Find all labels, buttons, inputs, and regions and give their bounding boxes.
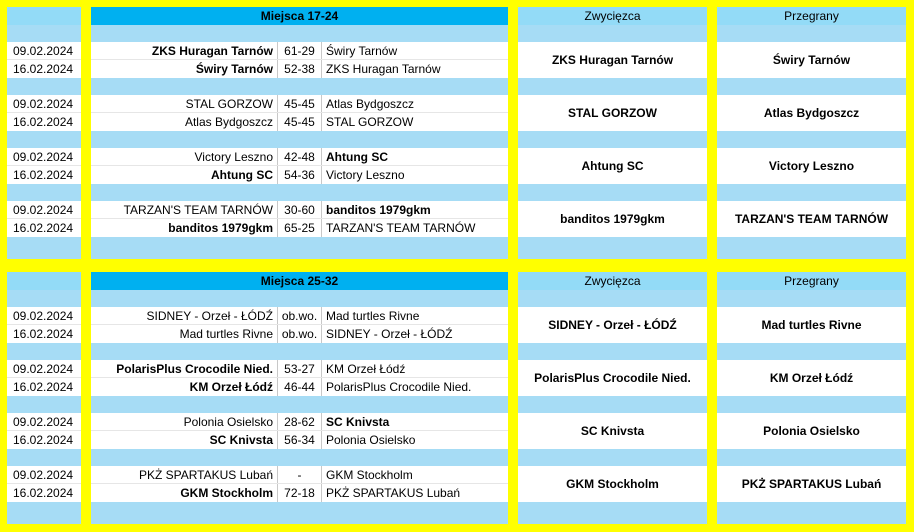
block-title: Miejsca 17-24 <box>91 7 508 25</box>
separator-strip <box>717 131 906 148</box>
home-team: banditos 1979gkm <box>91 219 278 237</box>
away-team: banditos 1979gkm <box>326 203 431 217</box>
separator-strip <box>717 343 906 360</box>
row-divider <box>7 112 81 113</box>
separator-strip <box>7 343 81 360</box>
separator-strip <box>518 290 707 307</box>
match-row <box>91 431 508 449</box>
away-team: Polonia Osielsko <box>326 433 416 447</box>
match-date: 16.02.2024 <box>7 431 81 449</box>
match-date: 09.02.2024 <box>7 42 81 60</box>
row-divider <box>91 483 508 484</box>
home-team: PKŻ SPARTAKUS Lubań <box>91 466 278 484</box>
separator-strip <box>91 290 508 307</box>
match-date: 16.02.2024 <box>7 325 81 343</box>
separator-strip <box>91 237 508 259</box>
winner-team: SC Knivsta <box>518 413 707 449</box>
away-team: GKM Stockholm <box>326 468 413 482</box>
away-team: Victory Leszno <box>326 168 405 182</box>
separator-strip <box>717 290 906 307</box>
loser-header: Przegrany <box>717 7 906 25</box>
standings-block <box>0 7 914 259</box>
separator-strip <box>518 343 707 360</box>
match-row <box>91 484 508 502</box>
match-score: ob.wo. <box>278 325 322 343</box>
row-divider <box>7 218 81 219</box>
block-title: Miejsca 25-32 <box>91 272 508 290</box>
home-team: ZKS Huragan Tarnów <box>91 42 278 60</box>
loser-team: Atlas Bydgoszcz <box>717 95 906 131</box>
match-date: 16.02.2024 <box>7 484 81 502</box>
separator-strip <box>7 502 81 524</box>
separator-strip <box>7 184 81 201</box>
separator-strip <box>7 396 81 413</box>
separator-strip <box>518 131 707 148</box>
match-row <box>91 60 508 78</box>
separator-strip <box>518 396 707 413</box>
home-team: Ahtung SC <box>91 166 278 184</box>
home-team: Victory Leszno <box>91 148 278 166</box>
home-team: Polonia Osielsko <box>91 413 278 431</box>
date-column <box>7 272 81 524</box>
match-date: 16.02.2024 <box>7 166 81 184</box>
row-divider <box>91 377 508 378</box>
separator-strip <box>518 449 707 466</box>
match-score: 53-27 <box>278 360 322 378</box>
match-row <box>91 166 508 184</box>
home-team: Świry Tarnów <box>91 60 278 78</box>
match-date: 16.02.2024 <box>7 378 81 396</box>
winner-column <box>518 272 707 524</box>
match-date: 16.02.2024 <box>7 60 81 78</box>
home-team: GKM Stockholm <box>91 484 278 502</box>
match-score: ob.wo. <box>278 307 322 325</box>
match-score: 72-18 <box>278 484 322 502</box>
match-score: 46-44 <box>278 378 322 396</box>
match-date: 09.02.2024 <box>7 360 81 378</box>
home-team: Atlas Bydgoszcz <box>91 113 278 131</box>
loser-team: PKŻ SPARTAKUS Lubań <box>717 466 906 502</box>
away-team: PKŻ SPARTAKUS Lubań <box>326 486 461 500</box>
winner-team: Ahtung SC <box>518 148 707 184</box>
match-score: 45-45 <box>278 113 322 131</box>
winner-column <box>518 7 707 259</box>
match-row <box>91 413 508 431</box>
match-date: 09.02.2024 <box>7 307 81 325</box>
match-score: 65-25 <box>278 219 322 237</box>
match-score: 61-29 <box>278 42 322 60</box>
away-team: Mad turtles Rivne <box>326 309 420 323</box>
match-date: 09.02.2024 <box>7 466 81 484</box>
matches-column <box>91 272 508 524</box>
winner-team: PolarisPlus Crocodile Nied. <box>518 360 707 396</box>
match-score: - <box>278 466 322 484</box>
loser-column <box>717 7 906 259</box>
match-row <box>91 360 508 378</box>
match-score: 30-60 <box>278 201 322 219</box>
match-row <box>91 378 508 396</box>
separator-strip <box>717 237 906 259</box>
loser-team: TARZAN'S TEAM TARNÓW <box>717 201 906 237</box>
home-team: SIDNEY - Orzeł - ŁÓDŹ <box>91 307 278 325</box>
standings-block <box>0 272 914 524</box>
match-row <box>91 219 508 237</box>
separator-strip <box>91 343 508 360</box>
separator-strip <box>91 25 508 42</box>
match-score: 52-38 <box>278 60 322 78</box>
separator-strip <box>7 290 81 307</box>
match-row <box>91 95 508 113</box>
row-divider <box>7 430 81 431</box>
winner-team: GKM Stockholm <box>518 466 707 502</box>
separator-strip <box>7 237 81 259</box>
loser-team: Polonia Osielsko <box>717 413 906 449</box>
separator-strip <box>91 131 508 148</box>
date-header-cell <box>7 272 81 290</box>
separator-strip <box>717 78 906 95</box>
match-row <box>91 201 508 219</box>
row-divider <box>91 165 508 166</box>
match-score: 28-62 <box>278 413 322 431</box>
away-team: Atlas Bydgoszcz <box>326 97 415 111</box>
separator-strip <box>518 78 707 95</box>
separator-strip <box>7 131 81 148</box>
loser-column <box>717 272 906 524</box>
separator-strip <box>91 502 508 524</box>
match-date: 16.02.2024 <box>7 113 81 131</box>
separator-strip <box>717 396 906 413</box>
winner-team: SIDNEY - Orzeł - ŁÓDŹ <box>518 307 707 343</box>
match-date: 09.02.2024 <box>7 201 81 219</box>
loser-team: Mad turtles Rivne <box>717 307 906 343</box>
date-header-cell <box>7 7 81 25</box>
separator-strip <box>518 237 707 259</box>
separator-strip <box>518 184 707 201</box>
winner-header: Zwycięzca <box>518 7 707 25</box>
match-date: 09.02.2024 <box>7 148 81 166</box>
away-team: TARZAN'S TEAM TARNÓW <box>326 221 476 235</box>
separator-strip <box>717 502 906 524</box>
match-row <box>91 307 508 325</box>
row-divider <box>91 59 508 60</box>
home-team: TARZAN'S TEAM TARNÓW <box>91 201 278 219</box>
match-row <box>91 325 508 343</box>
match-score: 54-36 <box>278 166 322 184</box>
row-divider <box>7 483 81 484</box>
away-team: SC Knivsta <box>326 415 390 429</box>
match-date: 09.02.2024 <box>7 413 81 431</box>
separator-strip <box>717 25 906 42</box>
row-divider <box>91 430 508 431</box>
row-divider <box>7 324 81 325</box>
loser-team: Świry Tarnów <box>717 42 906 78</box>
home-team: SC Knivsta <box>91 431 278 449</box>
home-team: KM Orzeł Łódź <box>91 378 278 396</box>
away-team: Ahtung SC <box>326 150 388 164</box>
row-divider <box>7 59 81 60</box>
row-divider <box>91 112 508 113</box>
row-divider <box>7 377 81 378</box>
home-team: PolarisPlus Crocodile Nied. <box>91 360 278 378</box>
home-team: STAL GORZOW <box>91 95 278 113</box>
separator-strip <box>717 449 906 466</box>
separator-strip <box>518 502 707 524</box>
away-team: SIDNEY - Orzeł - ŁÓDŹ <box>326 327 453 341</box>
row-divider <box>91 324 508 325</box>
away-team: Świry Tarnów <box>326 44 398 58</box>
loser-team: KM Orzeł Łódź <box>717 360 906 396</box>
match-score: 42-48 <box>278 148 322 166</box>
match-row <box>91 42 508 60</box>
away-team: KM Orzeł Łódź <box>326 362 406 376</box>
away-team: PolarisPlus Crocodile Nied. <box>326 380 472 394</box>
winner-team: STAL GORZOW <box>518 95 707 131</box>
separator-strip <box>7 78 81 95</box>
row-divider <box>91 218 508 219</box>
away-team: STAL GORZOW <box>326 115 414 129</box>
match-row <box>91 466 508 484</box>
winner-team: banditos 1979gkm <box>518 201 707 237</box>
match-row <box>91 148 508 166</box>
separator-strip <box>7 25 81 42</box>
match-date: 09.02.2024 <box>7 95 81 113</box>
row-divider <box>7 165 81 166</box>
separator-strip <box>91 184 508 201</box>
matches-column <box>91 7 508 259</box>
separator-strip <box>518 25 707 42</box>
loser-header: Przegrany <box>717 272 906 290</box>
loser-team: Victory Leszno <box>717 148 906 184</box>
separator-strip <box>91 449 508 466</box>
match-date: 16.02.2024 <box>7 219 81 237</box>
match-score: 45-45 <box>278 95 322 113</box>
separator-strip <box>91 78 508 95</box>
match-row <box>91 113 508 131</box>
separator-strip <box>91 396 508 413</box>
away-team: ZKS Huragan Tarnów <box>326 62 441 76</box>
match-score: 56-34 <box>278 431 322 449</box>
date-column <box>7 7 81 259</box>
winner-header: Zwycięzca <box>518 272 707 290</box>
separator-strip <box>717 184 906 201</box>
home-team: Mad turtles Rivne <box>91 325 278 343</box>
winner-team: ZKS Huragan Tarnów <box>518 42 707 78</box>
separator-strip <box>7 449 81 466</box>
